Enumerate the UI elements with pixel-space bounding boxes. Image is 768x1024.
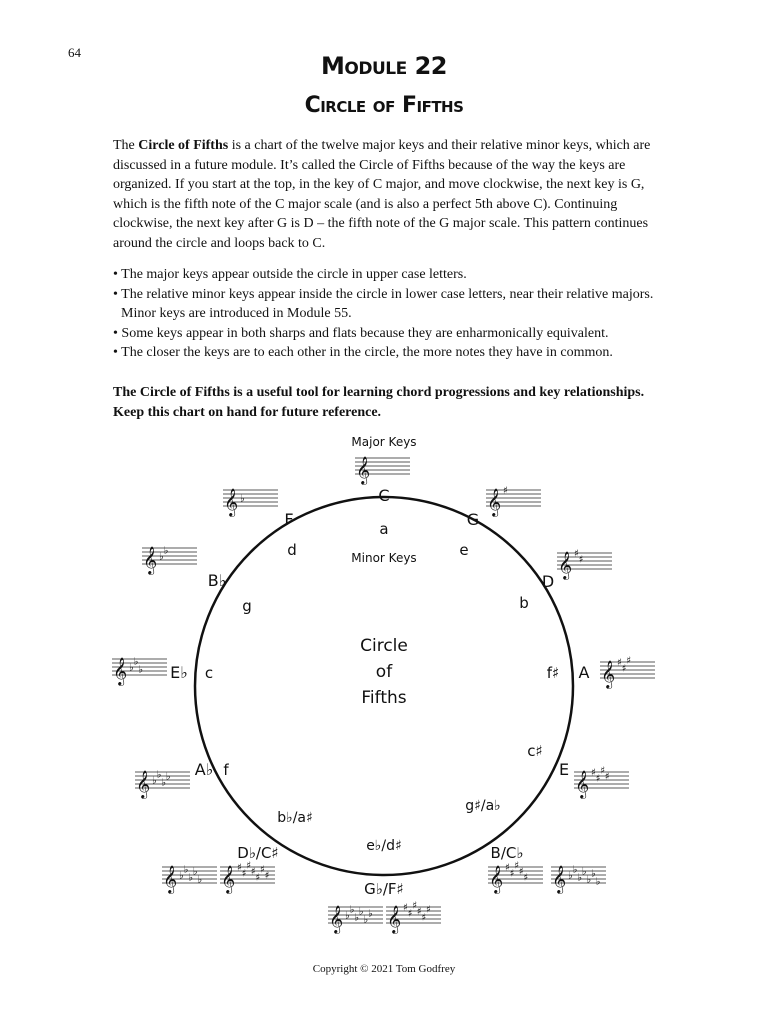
key-signature-staff: [488, 861, 543, 895]
key-signature-staff: [223, 488, 278, 517]
treble-clef-icon: 𝄞: [113, 657, 128, 685]
key-signature-staff: [112, 657, 167, 687]
flat-icon: ♭: [591, 868, 596, 880]
center-title-line: Circle: [360, 636, 408, 656]
major-key-bflat: B♭: [207, 571, 227, 590]
major-key-d: D: [541, 572, 555, 591]
flat-icon: ♭: [577, 872, 582, 884]
key-signature-staff: [142, 546, 197, 576]
flat-icon: ♭: [368, 908, 373, 920]
flat-icon: ♭: [349, 904, 355, 916]
key-signature-staff: [557, 549, 612, 581]
page-subtitle: Circle of Fifths: [304, 93, 464, 118]
treble-clef-icon: 𝄞: [558, 551, 573, 579]
flat-icon: ♭: [354, 912, 359, 924]
minor-key-f: f: [223, 761, 229, 779]
copyright-footer: Copyright © 2021 Tom Godfrey: [312, 963, 456, 975]
sharp-icon: ♯: [600, 765, 606, 777]
treble-clef-icon: 𝄞: [575, 770, 590, 798]
bullet-item: • The major keys appear outside the circle in upper case letters.: [113, 265, 673, 285]
minor-key-e: e: [459, 541, 469, 559]
center-title-line: Fifths: [361, 688, 407, 708]
sharp-icon: ♯: [518, 866, 524, 878]
sharp-icon: ♯: [604, 771, 610, 783]
flat-icon: ♭: [581, 866, 587, 878]
minor-key-bflat-asharp: b♭/a♯: [277, 810, 313, 826]
key-signature-staff: [135, 770, 190, 800]
sharp-icon: ♯: [595, 773, 601, 785]
sharp-icon: ♯: [509, 868, 515, 880]
key-signature-staff: [600, 656, 655, 690]
sharp-icon: ♯: [621, 663, 627, 675]
minor-key-a: a: [379, 520, 389, 538]
sharp-icon: ♯: [237, 862, 242, 874]
flat-icon: ♭: [163, 545, 169, 557]
minor-key-csharp: c♯: [527, 742, 543, 760]
sharp-icon: ♯: [250, 866, 256, 878]
major-key-aflat: A♭: [194, 760, 214, 779]
minor-key-gsharp-aflat: g♯/a♭: [465, 798, 501, 814]
minor-key-c: c: [204, 664, 214, 682]
flat-icon: ♭: [192, 866, 198, 878]
minor-key-eflat-dsharp: e♭/d♯: [366, 838, 402, 854]
center-title-line: of: [375, 662, 393, 682]
flat-icon: ♭: [183, 864, 189, 876]
sharp-icon: ♯: [426, 904, 431, 916]
flat-icon: ♭: [572, 864, 578, 876]
flat-icon: ♭: [165, 771, 171, 783]
sharp-icon: ♯: [626, 655, 632, 667]
treble-clef-icon: 𝄞: [221, 865, 236, 893]
flat-icon: ♭: [159, 551, 164, 563]
sharp-icon: ♯: [260, 864, 265, 876]
key-signature-staff: [162, 865, 217, 895]
flat-icon: ♭: [188, 872, 193, 884]
sharp-icon: ♯: [264, 870, 270, 882]
sharp-icon: ♯: [505, 862, 510, 874]
minor-key-g: g: [242, 597, 252, 615]
sharp-icon: ♯: [421, 912, 427, 924]
sharp-icon: ♯: [241, 868, 247, 880]
sharp-icon: ♯: [574, 548, 579, 560]
major-key-eflat: E♭: [170, 663, 188, 682]
treble-clef-icon: 𝄞: [552, 865, 567, 893]
flat-icon: ♭: [133, 656, 139, 668]
key-signature-staff: [386, 901, 441, 935]
major-key-g: G: [466, 510, 480, 529]
minor-key-d: d: [287, 541, 297, 559]
bullet-item: • Some keys appear in both sharps and flats because they are enharmonically equivalent.: [113, 324, 673, 344]
flat-icon: ♭: [156, 769, 162, 781]
key-signature-staff: [220, 861, 275, 895]
bullet-item: • The relative minor keys appear inside the circle in lower case letters, near their relative majors. Minor keys are introduced in Module 55.: [113, 285, 673, 324]
flat-icon: ♭: [358, 906, 364, 918]
sharp-icon: ♯: [246, 860, 252, 872]
treble-clef-icon: 𝄞: [136, 770, 151, 798]
major-key-a: A: [578, 663, 590, 682]
treble-clef-icon: 𝄞: [356, 456, 371, 484]
sharp-icon: ♯: [523, 872, 529, 884]
treble-clef-icon: 𝄞: [601, 660, 616, 688]
module-title: Module 22: [321, 52, 447, 80]
minor-keys-label: Minor Keys: [351, 551, 417, 565]
major-key-b-cflat: B/C♭: [490, 844, 524, 862]
intro-pre: The: [113, 138, 139, 153]
page-number: 64: [68, 45, 81, 60]
flat-icon: ♭: [595, 876, 601, 888]
treble-clef-icon: 𝄞: [163, 865, 178, 893]
sharp-icon: ♯: [503, 485, 508, 497]
sharp-icon: ♯: [255, 872, 261, 884]
flat-icon: ♭: [161, 777, 166, 789]
treble-clef-icon: 𝄞: [329, 905, 344, 933]
sharp-icon: ♯: [591, 767, 596, 779]
flat-icon: ♭: [240, 493, 245, 505]
major-keys-label: Major Keys: [351, 435, 417, 449]
treble-clef-icon: 𝄞: [489, 865, 504, 893]
key-signature-staff: [486, 486, 541, 518]
flat-icon: ♭: [152, 775, 157, 787]
key-signature-staff: [355, 456, 410, 485]
major-key-e: E: [558, 760, 570, 779]
treble-clef-icon: 𝄞: [387, 905, 402, 933]
flat-icon: ♭: [138, 664, 143, 676]
major-key-c: C: [378, 486, 390, 505]
callout-text: The Circle of Fifths is a useful tool for learning chord progressions and key relationships. Keep this chart on hand for future reference.: [113, 385, 645, 420]
major-key-gflat-fsharp: G♭/F♯: [364, 880, 404, 898]
flat-icon: ♭: [345, 910, 350, 922]
key-signature-staff: [551, 865, 606, 895]
sharp-icon: ♯: [403, 902, 408, 914]
treble-clef-icon: 𝄞: [487, 488, 502, 516]
flat-icon: ♭: [197, 874, 203, 886]
minor-key-b: b: [519, 594, 529, 612]
sharp-icon: ♯: [578, 554, 584, 566]
flat-icon: ♭: [363, 914, 369, 926]
treble-clef-icon: 𝄞: [143, 546, 158, 574]
flat-icon: ♭: [586, 874, 592, 886]
treble-clef-icon: 𝄞: [224, 488, 239, 516]
sharp-icon: ♯: [416, 906, 422, 918]
sharp-icon: ♯: [412, 900, 418, 912]
intro-post: is a chart of the twelve major keys and their relative minor keys, which are discussed in a future module. It’s called the Circle of Fifths because of the way the keys are organized. If you start at the top, in the key of C major, and move clockwise, the next key is G, which is the fifth note of the C major scale (and is also a perfect 5th above C). Continuing clockwise, the next key after G is D – the fifth note of the G major scale. This pattern continues around the circle and loops back to C.: [113, 138, 651, 251]
sharp-icon: ♯: [407, 908, 413, 920]
intro-bold-term: Circle of Fifths: [138, 138, 229, 153]
key-signature-staff: [328, 905, 383, 935]
flat-icon: ♭: [179, 870, 184, 882]
key-signature-staff: [574, 766, 629, 800]
major-key-f: F: [284, 510, 294, 529]
flat-icon: ♭: [568, 870, 573, 882]
bullet-item: • The closer the keys are to each other in the circle, the more notes they have in common.: [113, 343, 673, 363]
sharp-icon: ♯: [617, 657, 622, 669]
major-key-dflat-csharp: D♭/C♯: [237, 844, 279, 862]
sharp-icon: ♯: [514, 860, 520, 872]
flat-icon: ♭: [129, 662, 134, 674]
minor-key-fsharp: f♯: [546, 664, 560, 682]
